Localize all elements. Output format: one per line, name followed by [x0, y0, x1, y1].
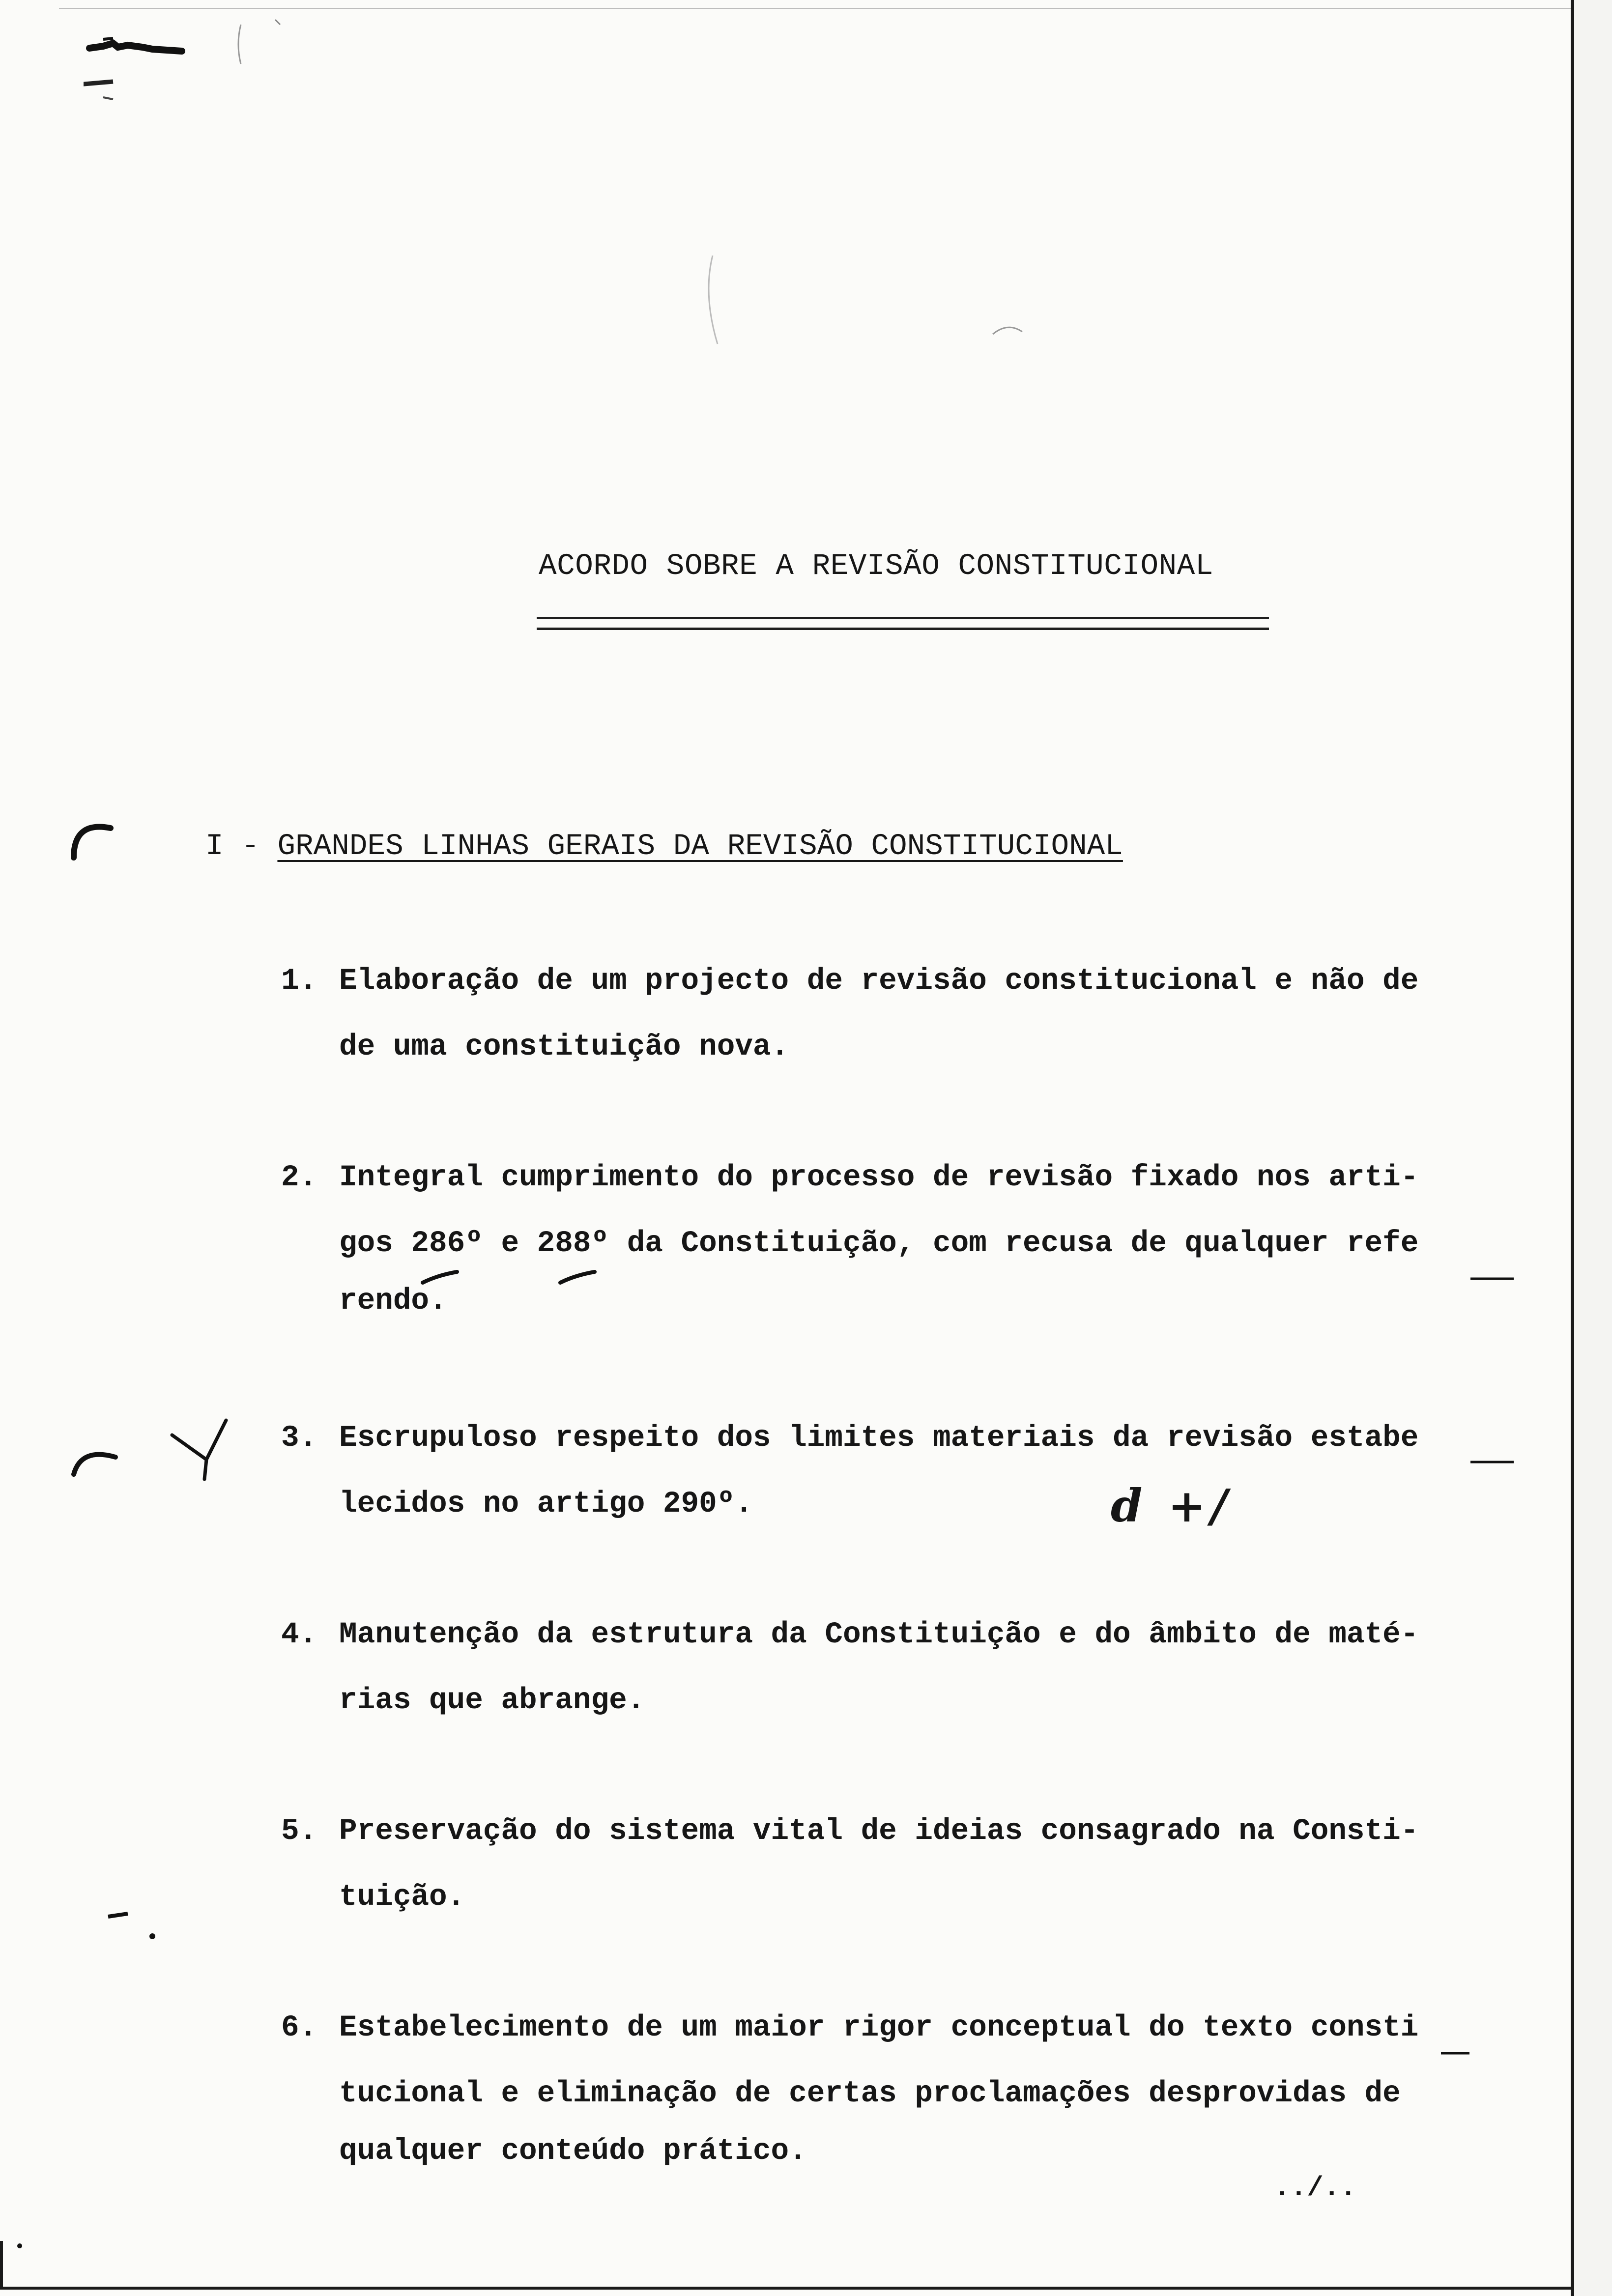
item-number: 3.	[281, 1421, 317, 1455]
margin-arc-mark-icon	[66, 1440, 120, 1479]
list-item	[281, 1799, 1529, 1930]
list-item	[281, 948, 1529, 1080]
handwritten-underline-icon	[418, 1263, 614, 1292]
item-number: 5.	[281, 1814, 317, 1848]
title-underline	[537, 617, 1269, 619]
check-mark-icon	[167, 1415, 236, 1484]
page-bottom-edge	[0, 2287, 1574, 2290]
item-text-line: de uma constituição nova.	[339, 1030, 789, 1064]
item-text-line: lecidos no artigo 290º.	[339, 1487, 753, 1521]
section-title: GRANDES LINHAS GERAIS DA REVISÃO CONSTITUCIONAL	[277, 830, 1123, 863]
page-top-edge	[59, 8, 1571, 9]
item-text-line: rias que abrange.	[339, 1684, 645, 1718]
section-numeral: I -	[205, 830, 259, 863]
item-text-line: rendo.	[339, 1284, 447, 1318]
title-double-underline	[537, 628, 1269, 630]
section-heading	[205, 830, 1123, 863]
item-text-line: tucional e eliminação de certas proclamações desprovidas de	[339, 2077, 1401, 2111]
item-number: 2.	[281, 1161, 317, 1195]
scan-speck-icon	[988, 319, 1032, 349]
list-item	[281, 1406, 1529, 1537]
item-number: 1.	[281, 964, 317, 998]
list-item	[281, 1145, 1529, 1326]
item-text-line: Elaboração de um projecto de revisão constitucional e não de	[339, 964, 1419, 998]
item-text-line: gos 286º e 288º da Constituição, com recusa de qualquer refe	[339, 1227, 1419, 1261]
list-item	[281, 1995, 1529, 2176]
item-number: 4.	[281, 1618, 317, 1652]
item-text-line: Preservação do sistema vital de ideias consagrado na Consti-	[339, 1814, 1419, 1848]
document-title: ACORDO SOBRE A REVISÃO CONSTITUCIONAL	[539, 549, 1213, 583]
scan-speck-icon	[0, 2231, 29, 2261]
item-text-line: Escrupuloso respeito dos limites materiais da revisão estabe	[339, 1421, 1419, 1455]
staple-mark-icon	[84, 34, 202, 113]
item-text-line: Estabelecimento de um maior rigor conceptual do texto consti	[339, 2011, 1419, 2045]
item-text-line: qualquer conteúdo prático.	[339, 2134, 807, 2168]
item-number: 6.	[281, 2011, 317, 2045]
continuation-marker: ../..	[1274, 2172, 1357, 2204]
margin-arc-mark-icon	[64, 811, 118, 865]
underline-mark-icon	[1469, 1457, 1519, 1467]
scan-speck-icon	[231, 10, 290, 79]
page-right-margin	[1574, 0, 1612, 2296]
item-text-line: tuição.	[339, 1880, 465, 1914]
page-right-edge	[1571, 0, 1574, 2296]
scan-speck-icon	[98, 1907, 167, 1946]
item-text-line: Integral cumprimento do processo de revisão fixado nos arti-	[339, 1161, 1419, 1195]
underline-mark-icon	[1440, 2048, 1489, 2058]
underline-mark-icon	[1469, 1274, 1519, 1284]
scan-speck-icon	[703, 246, 762, 364]
list-item	[281, 1602, 1529, 1734]
item-text-line: Manutenção da estrutura da Constituição e do âmbito de maté-	[339, 1618, 1419, 1652]
handwritten-note: d +/	[1111, 1479, 1233, 1532]
